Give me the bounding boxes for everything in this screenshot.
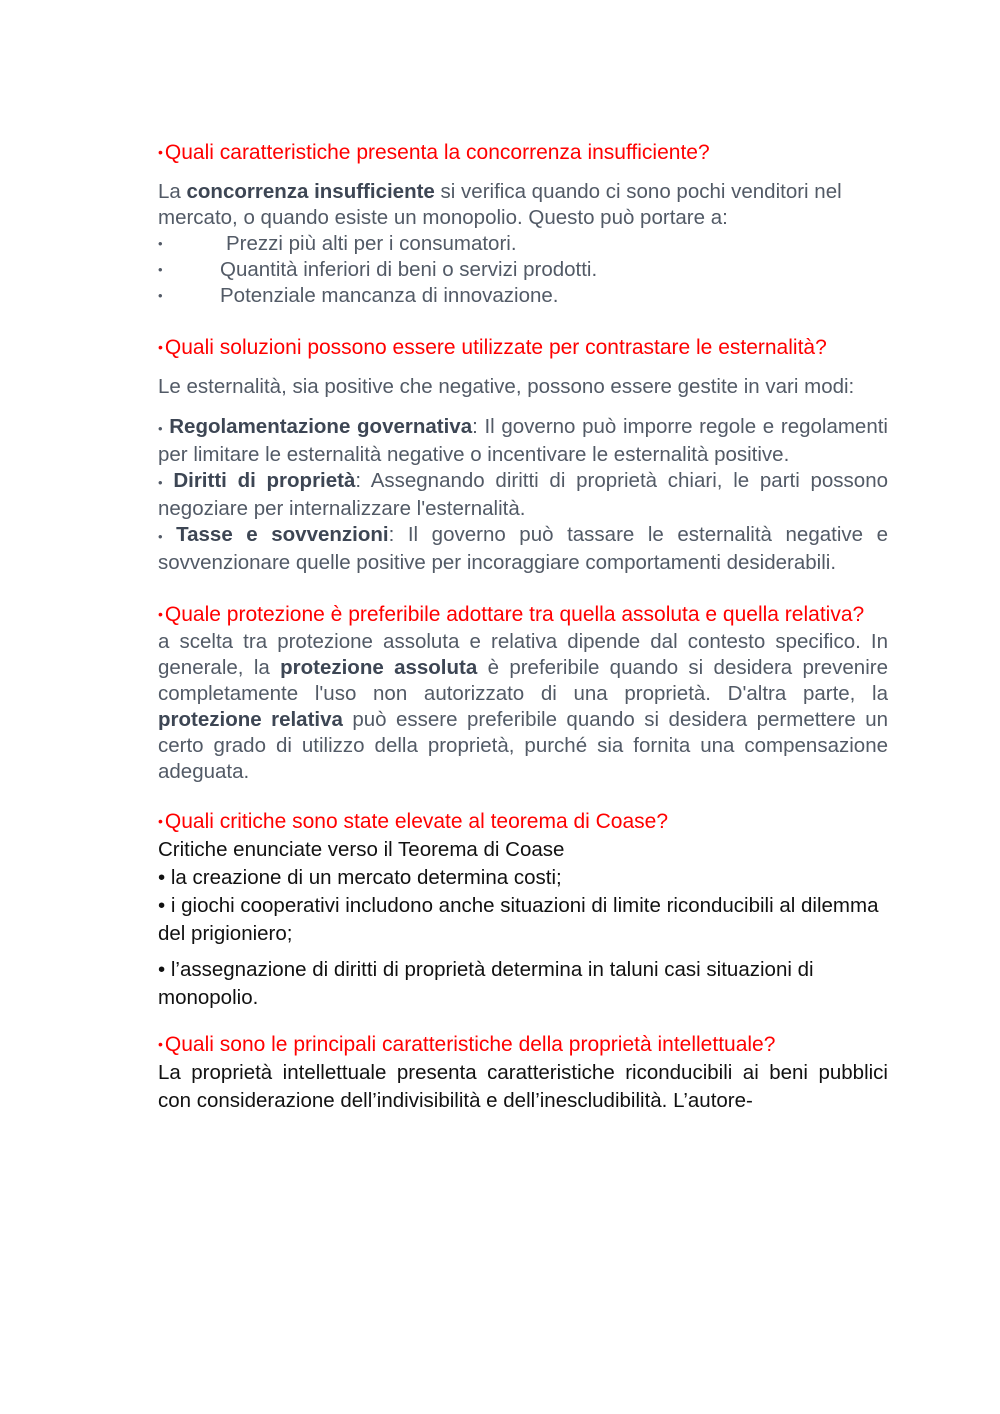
list-item: • Potenziale mancanza di innovazione. bbox=[158, 284, 559, 307]
list-item: • Prezzi più alti per i consumatori. bbox=[158, 232, 517, 255]
answer-paragraph: La concorrenza insufficiente si verifica quando ci sono pochi venditori nel mercato, o quando esiste un monopolio. Questo può portare a: bbox=[158, 180, 842, 229]
list-item: • Diritti di proprietà: Assegnando diritti di proprietà chiari, le parti possono negoziare per internalizzare l'esternalità. bbox=[158, 469, 889, 520]
answer-paragraph: Critiche enunciate verso il Teorema di Coase bbox=[158, 838, 565, 861]
document-content bbox=[158, 140, 888, 1115]
bold-term: concorrenza insufficiente bbox=[186, 180, 435, 203]
question-heading: •Quali soluzioni possono essere utilizzate per contrastare le esternalità? bbox=[158, 336, 827, 359]
question-heading: •Quali critiche sono state elevate al teorema di Coase? bbox=[158, 810, 669, 833]
answer-paragraph: a scelta tra protezione assoluta e relativa dipende dal contesto specifico. In generale, la protezione assoluta è preferibile quando si desidera prevenire completamente l'uso non autorizzato di una proprietà. D'altra parte, la protezione relativa può essere preferibile quando si desidera permettere un certo grado di utilizzo della proprietà, purché sia fornita una compensazione adeguata. bbox=[158, 630, 888, 783]
bullet: • bbox=[158, 144, 163, 160]
list-item: • la creazione di un mercato determina costi; bbox=[158, 866, 562, 889]
list-item: • Regolamentazione governativa: Il governo può imporre regole e regolamenti per limitare le esternalità negative o incentivare le esternalità positive. bbox=[158, 415, 888, 466]
list-item: • Tasse e sovvenzioni: Il governo può tassare le esternalità negative e sovvenzionare quelle positive per incoraggiare comportamenti desiderabili. bbox=[158, 523, 888, 574]
question-heading: •Quali caratteristiche presenta la concorrenza insufficiente? bbox=[158, 141, 710, 164]
answer-paragraph: La proprietà intellettuale presenta caratteristiche riconducibili ai beni pubblici con considerazione dell’indivisibilità e dell’inescludibilità. L’autore- bbox=[158, 1061, 888, 1112]
answer-paragraph: Le esternalità, sia positive che negative, possono essere gestite in vari modi: bbox=[158, 375, 855, 398]
list-item: • l’assegnazione di diritti di proprietà determina in taluni casi situazioni di monopolio. bbox=[158, 958, 814, 1009]
question-heading: •Quali sono le principali caratteristiche della proprietà intellettuale? bbox=[158, 1033, 776, 1056]
question-heading: •Quale protezione è preferibile adottare tra quella assoluta e quella relativa? bbox=[158, 603, 865, 626]
list-item: • i giochi cooperativi includono anche situazioni di limite riconducibili al dilemma del prigioniero; bbox=[158, 894, 879, 945]
list-item: • Quantità inferiori di beni o servizi prodotti. bbox=[158, 258, 598, 281]
